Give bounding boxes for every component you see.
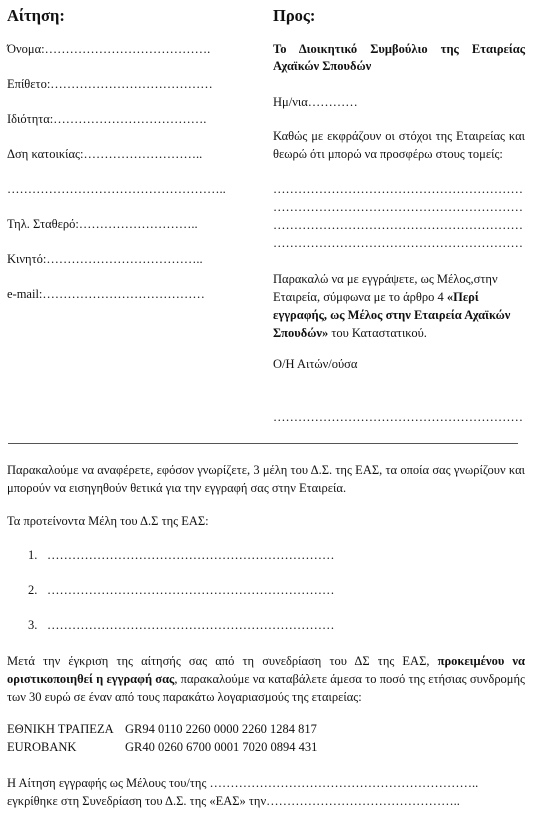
field-area-line[interactable]: ……………………………………………………: [273, 200, 523, 214]
approval-date-line[interactable]: εγκρίθηκε στη Συνεδρίαση του Δ.Σ. της «ΕΑΣ» την………………………………………..: [7, 794, 460, 808]
separator-line: [8, 443, 518, 444]
bank-name: ΕΘΝΙΚΗ ΤΡΑΠΕΖΑ: [7, 722, 114, 736]
members-request-text: Παρακαλούμε να αναφέρετε, εφόσον γνωρίζετε, 3 μέλη του Δ.Σ. της ΕΑΣ, τα οποία σας γνωρίζουν και μπορούν να εισηγηθούν θετικά για την εγγραφή σας στην Εταιρεία.: [7, 463, 525, 495]
member-field[interactable]: ……………………………………………………………: [47, 548, 335, 562]
field-address[interactable]: Δση κατοικίας:………………………..: [7, 147, 203, 161]
member-field[interactable]: ……………………………………………………………: [47, 618, 335, 632]
field-area-line[interactable]: ……………………………………………………: [273, 236, 523, 250]
payment-paragraph: Μετά την έγκριση της αίτησής σας από τη συνεδρίαση του ΔΣ της ΕΑΣ, προκειμένου να οριστικοποιηθεί η εγγραφή σας, παρακαλούμε να καταβάλετε άμεσα το ποσό της ετήσιας συνδρομής των 30 ευρώ σε έναν από τους παρακάτω λογαριασμούς της εταιρείας:: [7, 654, 525, 704]
field-email[interactable]: e-mail:…………………………………: [7, 287, 205, 301]
right-heading: Προς:: [273, 6, 316, 25]
recipient: Το Διοικητικό Συμβούλιο της Εταιρείας Αχαϊκών Σπουδών: [273, 42, 525, 73]
field-profession[interactable]: Ιδιότητα:……………………………….: [7, 112, 207, 126]
field-date[interactable]: Ημ/νια…………: [273, 95, 358, 109]
intro-text: Καθώς με εκφράζουν οι στόχοι της Εταιρείας και θεωρώ ότι μπορώ να προσφέρω στους τομείς:: [273, 129, 525, 161]
member-number: 3.: [28, 618, 38, 632]
bank-iban: GR94 0110 2260 0000 2260 1284 817: [125, 722, 317, 736]
member-field[interactable]: ……………………………………………………………: [47, 583, 335, 597]
left-heading: Αίτηση:: [7, 6, 65, 25]
field-surname[interactable]: Επίθετο:…………………………………: [7, 77, 213, 91]
member-number: 1.: [28, 548, 38, 562]
field-first-name[interactable]: Όνομα:………………………………….: [7, 42, 211, 56]
field-area-line[interactable]: ……………………………………………………: [273, 218, 523, 232]
field-address-extra[interactable]: ……………………………………………..: [7, 182, 226, 196]
field-mobile[interactable]: Κινητό:………………………………..: [7, 252, 203, 266]
field-landline[interactable]: Τηλ. Σταθερό:………………………..: [7, 217, 198, 231]
bank-iban: GR40 0260 6700 0001 7020 0894 431: [125, 740, 318, 754]
member-number: 2.: [28, 583, 38, 597]
field-area-line[interactable]: ……………………………………………………: [273, 182, 523, 196]
request-paragraph: Παρακαλώ να με εγγράψετε, ως Μέλος,στην Εταιρεία, σύμφωνα με το άρθρο 4 «Περί εγγραφής, ως Μέλος στην Εταιρεία Αχαϊκών Σπουδών» του Καταστατικού.: [273, 272, 511, 340]
signatory-label: Ο/Η Αιτών/ούσα: [273, 357, 358, 371]
approval-line[interactable]: Η Αίτηση εγγραφής ως Μέλους του/της ………………………………………………………..: [7, 776, 479, 790]
bank-name: EUROBANK: [7, 740, 77, 754]
members-title: Τα προτείνοντα Μέλη του Δ.Σ της ΕΑΣ:: [7, 514, 209, 528]
signature-line[interactable]: ……………………………………………………: [273, 410, 523, 424]
